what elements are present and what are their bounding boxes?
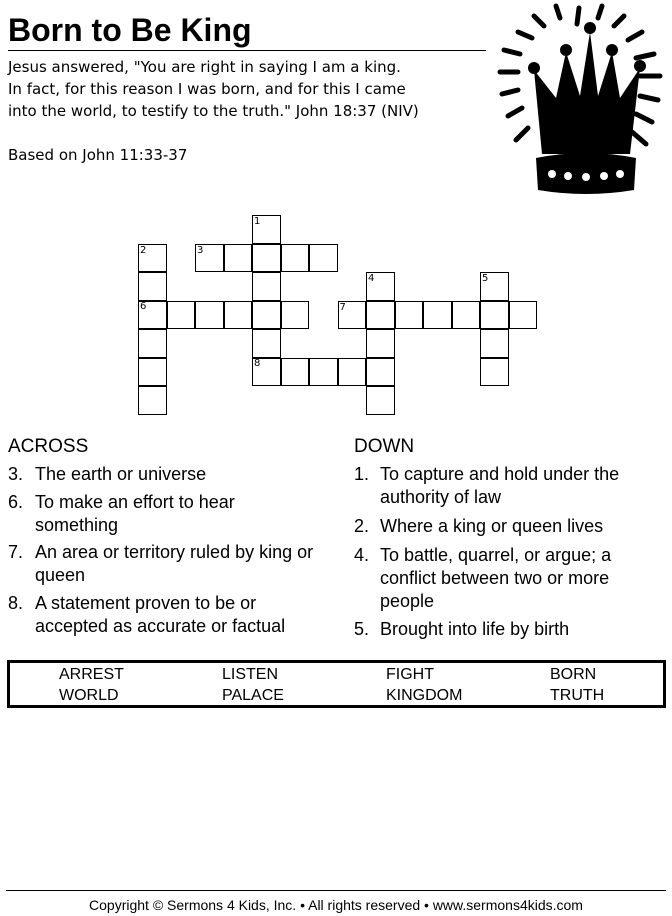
clue-number: 4 bbox=[368, 273, 375, 284]
word-bank-item: KINGDOM bbox=[386, 687, 463, 704]
crossword-cell[interactable] bbox=[366, 301, 395, 330]
crossword-cell[interactable] bbox=[366, 329, 395, 358]
crossword-cell[interactable] bbox=[338, 358, 367, 387]
clue-text: Where a king or queen lives bbox=[380, 516, 604, 536]
clue-number: 5 bbox=[482, 273, 489, 284]
copyright-footer: Copyright © Sermons 4 Kids, Inc. • All rights reserved • www.sermons4kids.com bbox=[89, 897, 583, 913]
clue-number: 6 bbox=[140, 301, 147, 312]
clue-text: Brought into life by birth bbox=[380, 619, 570, 639]
clue-num: 8. bbox=[8, 593, 24, 613]
crossword-cell[interactable] bbox=[167, 301, 196, 330]
down-clue bbox=[354, 544, 666, 613]
page-title: Born to Be King bbox=[8, 12, 252, 48]
crossword-cell[interactable] bbox=[480, 301, 509, 330]
word-bank-item: FIGHT bbox=[386, 666, 434, 683]
crossword-cell[interactable] bbox=[195, 244, 224, 273]
word-bank-item: TRUTH bbox=[550, 687, 605, 704]
clue-text: An area or territory ruled by king or queen bbox=[35, 542, 314, 585]
word-bank-item: BORN bbox=[550, 666, 597, 683]
crossword-cell[interactable] bbox=[138, 301, 167, 330]
crossword-cell[interactable] bbox=[138, 244, 167, 273]
word-bank-item: PALACE bbox=[222, 687, 284, 704]
crossword-cell[interactable] bbox=[395, 301, 424, 330]
crossword-cell[interactable] bbox=[366, 386, 395, 415]
clue-num: 1. bbox=[354, 464, 370, 484]
crossword-cell[interactable] bbox=[252, 329, 281, 358]
crossword-cell[interactable] bbox=[366, 272, 395, 301]
crossword-cell[interactable] bbox=[252, 244, 281, 273]
based-on-reference: Based on John 11:33-37 bbox=[8, 146, 188, 164]
footer-divider bbox=[6, 890, 666, 891]
down-clue bbox=[354, 618, 666, 641]
quote-line: In fact, for this reason I was born, and for this I came bbox=[8, 80, 406, 98]
clue-number: 8 bbox=[254, 358, 261, 369]
crossword-cell[interactable] bbox=[138, 386, 167, 415]
clue-text: A statement proven to be or accepted as accurate or factual bbox=[35, 593, 286, 636]
crossword-cell[interactable] bbox=[281, 358, 310, 387]
across-clue bbox=[8, 592, 324, 638]
crossword-cell[interactable] bbox=[309, 244, 338, 273]
word-bank bbox=[7, 660, 666, 708]
clue-num: 3. bbox=[8, 464, 24, 484]
crown-icon bbox=[494, 2, 672, 202]
word-bank-item: LISTEN bbox=[222, 666, 279, 683]
crossword-cell[interactable] bbox=[224, 244, 253, 273]
clue-num: 2. bbox=[354, 516, 370, 536]
quote-line: Jesus answered, "You are right in saying I am a king. bbox=[8, 58, 401, 76]
clue-text: The earth or universe bbox=[35, 464, 207, 484]
clue-num: 5. bbox=[354, 619, 370, 639]
down-clue bbox=[354, 463, 666, 509]
down-heading: DOWN bbox=[354, 436, 415, 457]
crossword-cell[interactable] bbox=[138, 272, 167, 301]
word-bank-item: WORLD bbox=[59, 687, 119, 704]
crossword-cell[interactable] bbox=[138, 358, 167, 387]
clue-number: 2 bbox=[140, 244, 147, 256]
crossword-cell[interactable] bbox=[480, 272, 509, 301]
clue-text: To battle, quarrel, or argue; a conflict between two or more people bbox=[380, 545, 612, 611]
clue-num: 6. bbox=[8, 492, 24, 512]
crossword-cell[interactable] bbox=[338, 301, 367, 330]
crossword-cell[interactable] bbox=[509, 301, 538, 330]
crossword-cell[interactable] bbox=[195, 301, 224, 330]
crossword-cell[interactable] bbox=[138, 329, 167, 358]
crossword-cell[interactable] bbox=[309, 358, 338, 387]
crossword-cell[interactable] bbox=[252, 272, 281, 301]
clue-text: To capture and hold under the authority of law bbox=[380, 464, 620, 507]
across-clue bbox=[8, 541, 328, 587]
crossword-cell[interactable] bbox=[252, 358, 281, 387]
across-clue bbox=[8, 491, 270, 537]
crossword-cell[interactable] bbox=[252, 215, 281, 244]
clue-text: To make an effort to hear something bbox=[35, 492, 235, 535]
across-clue bbox=[8, 463, 338, 486]
across-heading: ACROSS bbox=[8, 436, 89, 457]
clue-num: 4. bbox=[354, 545, 370, 565]
quote-line: into the world, to testify to the truth." John 18:37 (NIV) bbox=[8, 102, 419, 120]
crossword-cell[interactable] bbox=[480, 358, 509, 387]
crossword-cell[interactable] bbox=[281, 244, 310, 273]
title-divider bbox=[8, 50, 486, 51]
scripture-quote bbox=[8, 56, 488, 122]
clue-num: 7. bbox=[8, 542, 24, 562]
crossword-cell[interactable] bbox=[252, 301, 281, 330]
word-bank-item: ARREST bbox=[59, 666, 124, 683]
crossword-cell[interactable] bbox=[224, 301, 253, 330]
clue-number: 7 bbox=[339, 301, 346, 313]
crossword-cell[interactable] bbox=[480, 329, 509, 358]
clue-number: 3 bbox=[197, 244, 204, 256]
crossword-cell[interactable] bbox=[452, 301, 481, 330]
down-clue bbox=[354, 515, 666, 538]
crossword-cell[interactable] bbox=[423, 301, 452, 330]
clue-number: 1 bbox=[254, 216, 261, 227]
crossword-cell[interactable] bbox=[281, 301, 310, 330]
crossword-cell[interactable] bbox=[366, 358, 395, 387]
